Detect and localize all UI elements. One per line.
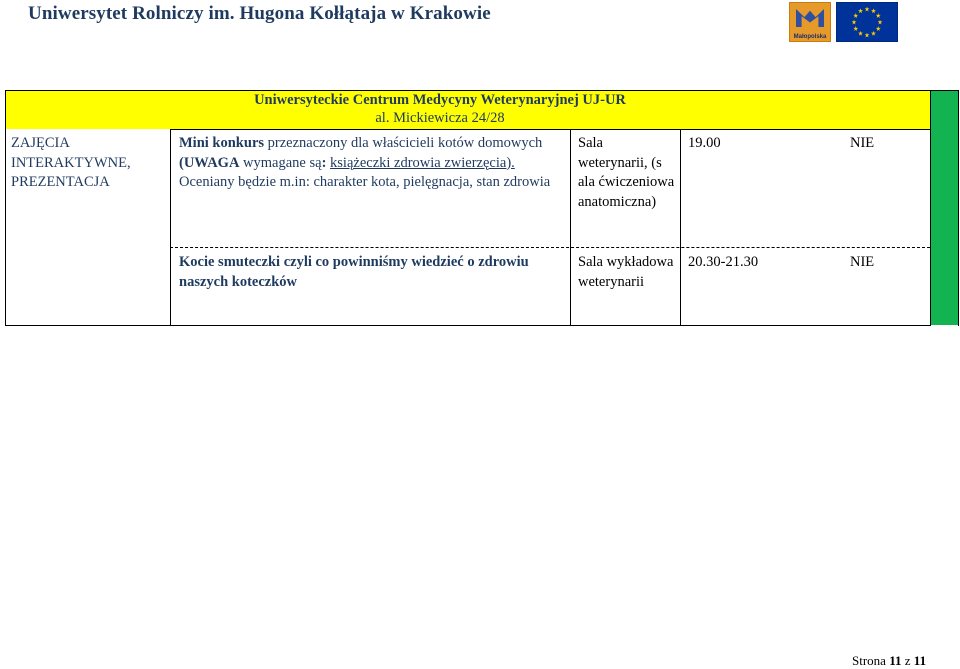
footer-page: 11 [889, 653, 902, 668]
col-divider-room [680, 129, 681, 326]
desc-bold: Mini konkurs [179, 135, 265, 151]
desc-part-d: : [321, 154, 331, 171]
malopolska-logo-text: Małopolska [793, 34, 827, 40]
location-address: al. Mickiewicza 24/28 [375, 110, 505, 126]
table-border-left [5, 90, 6, 326]
registration-cell-2: NIE [850, 254, 875, 270]
event-description-2: Kocie smuteczki czyli co powinniśmy wiedzieć o zdrowiu naszych koteczków [179, 254, 529, 290]
table-border-bottom [5, 325, 930, 326]
col-divider-category [170, 129, 171, 326]
desc-part-f: Oceniany będzie m.in: charakter kota, pielęgnacja, stan zdrowia [179, 174, 551, 190]
desc-part-b: (UWAGA [179, 154, 240, 171]
event-description-1 [179, 134, 569, 193]
time-cell-1: 19.00 [688, 135, 721, 151]
green-side-bar [931, 91, 958, 325]
category-cell: ZAJĘCIA INTERAKTYWNE, PREZENTACJA [11, 135, 131, 190]
table-border-top [5, 90, 958, 91]
footer-total: 11 [913, 653, 927, 668]
registration-cell-1: NIE [850, 135, 875, 151]
table-divider-green [930, 90, 931, 326]
room-cell-1: Sala weterynarii, (s ala ćwiczeniowa anatomiczna) [578, 135, 675, 210]
footer-middle: z [901, 653, 914, 668]
university-title: Uniwersytet Rolniczy im. Hugona Kołłątaja w Krakowie [28, 3, 491, 24]
location-divider [170, 129, 930, 130]
footer-prefix: Strona [852, 653, 890, 668]
page-footer [852, 653, 926, 669]
desc-part-c: wymagane są [239, 154, 322, 171]
room-cell-2: Sala wykładowa weterynarii [578, 254, 674, 290]
time-cell-2: 20.30-21.30 [688, 254, 759, 270]
desc-part-a: przeznaczony dla właścicieli kotów domowych [264, 135, 543, 151]
desc-part-e: książeczki zdrowia zwierzęcia). [330, 154, 515, 171]
table-border-right [958, 90, 959, 326]
col-divider-desc [570, 129, 571, 326]
row-divider [170, 247, 930, 248]
location-name: Uniwersyteckie Centrum Medycyny Weterynaryjnej UJ-UR [254, 92, 626, 108]
